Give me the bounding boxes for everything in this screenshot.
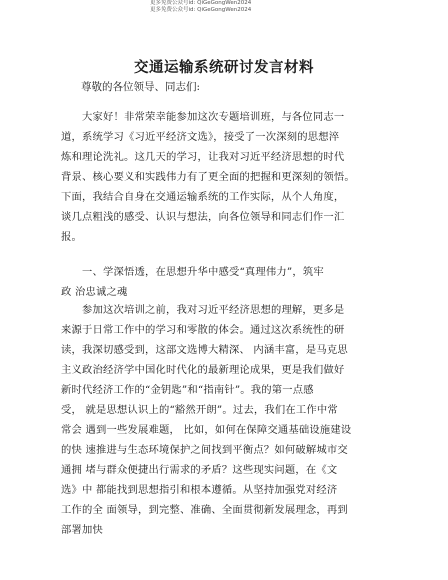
text-line: 部署加快 (61, 524, 103, 536)
text-line: 受， 就是思想认识上的“豁然开朗”。过去，我们在工作中常 (61, 404, 338, 416)
text-line: 炼和理论洗礼。这几天的学习，让我对习近平经济思想的时代 (61, 151, 345, 163)
text-line: 选》中 都能找到思想指引和根本遵循。从坚持加强党对经济 (61, 484, 338, 496)
paragraph-body (61, 300, 376, 540)
text-line: 参加这次培训之前，我对习近平经济思想的理解，更多是 (82, 304, 345, 316)
text-line: 新时代经济工作的“金钥匙”和“指南针”。我的第一点感 (61, 384, 314, 396)
text-line: 背景、核心要义和实践伟力有了更全面的把握和更深刻的领悟。 (61, 171, 355, 183)
text-line: 通拥 堵与群众便捷出行需求的矛盾？这些现实问题，在《文 (61, 464, 338, 476)
text-line: 来源于日常工作中的学习和零散的体会。通过这次系统性的研 (61, 324, 345, 336)
text-line: 的快 速推进与生态环境保护之间找到平衡点？如何破解城市交 (61, 444, 348, 456)
watermark-line: 更多免费公众号id: QiGeGongWen2024 (150, 0, 252, 6)
text-line: 读，我深切感受到，这部文选博大精深、 内涵丰富，是马克思 (61, 344, 348, 356)
text-line: 道，系统学习《习近平经济文选》，接受了一次深刻的思想淬 (61, 131, 340, 143)
text-line: 报。 (61, 231, 82, 243)
text-line: 主义政治经济学中国化时代化的最新理论成果，更是我们做好 (61, 364, 345, 376)
paragraph-intro (61, 107, 376, 247)
document-title: 交通运输系统研讨发言材料 (134, 59, 314, 76)
heading-line: 一、学深悟透，在思想升华中感受“真理伟力”，筑牢 (82, 266, 324, 278)
greeting: 尊敬的各位领导、同志们: (81, 81, 201, 93)
text-line: 工作的全 面领导，到完整、准确、全面贯彻新发展理念，再到 (61, 504, 348, 516)
text-line: 下面，我结合自身在交通运输系统的工作实际，从个人角度， (61, 191, 345, 203)
text-line: 谈几点粗浅的感受、认识与想法，向各位领导和同志们作一汇 (61, 211, 345, 223)
watermark (150, 0, 251, 14)
heading-line: 政 治忠诚之魂 (61, 286, 128, 298)
text-line: 常会 遇到一些发展难题， 比如，如何在保障交通基础设施建设 (61, 424, 352, 436)
text-line: 大家好！非常荣幸能参加这次专题培训班，与各位同志一 (82, 111, 345, 123)
watermark-line: 更多免费公众号id: QiGeGongWen2024 (150, 7, 252, 13)
section-heading-1 (61, 262, 376, 302)
